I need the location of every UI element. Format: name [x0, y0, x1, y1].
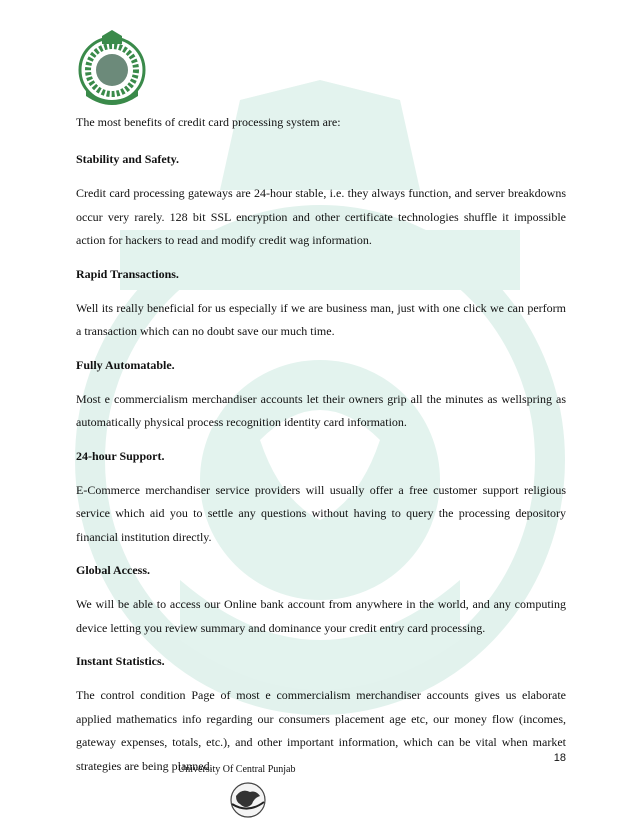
document-body: [76, 112, 566, 790]
section-text: The control condition Page of most e commercialism merchandiser accounts gives us elaborate applied mathematics info regarding our consumers placement age etc, our money flow (incomes, gateway expenses, totals, etc.), and other important information, which can be vital when market strategies are being planned.: [76, 688, 566, 773]
section-heading: Rapid Transactions.: [76, 266, 179, 281]
section-text: We will be able to access our Online bank account from anywhere in the world, and any computing device letting you review summary and dominance your credit entry card processing.: [76, 597, 566, 635]
section-global-access: [76, 561, 566, 640]
section-heading: Stability and Safety.: [76, 152, 180, 166]
section-support: [76, 447, 566, 550]
footer-text: University Of Central Punjab: [178, 764, 296, 775]
section-text: Well its really beneficial for us especially if we are business man, just with one click we can perform a transaction which can no doubt save our much time.: [76, 300, 566, 338]
section-text: E-Commerce merchandiser service providers will usually offer a free customer support religious service which aid you to settle any questions without having to query the processing depository financial institution directly.: [76, 482, 566, 544]
section-instant-statistics: [76, 652, 566, 778]
intro-text: The most benefits of credit card processing system are:: [76, 115, 341, 129]
section-rapid-transactions: [76, 265, 566, 344]
footer-globe-logo: [228, 780, 268, 820]
section-heading: Instant Statistics.: [76, 654, 165, 668]
university-logo: [72, 26, 152, 106]
section-heading: Global Access.: [76, 563, 150, 577]
section-stability: [76, 150, 566, 253]
section-text: Most e commercialism merchandiser accounts let their owners grip all the minutes as wellspring as automatically physical process recognition identity card information.: [76, 391, 566, 429]
section-fully-automatable: [76, 356, 566, 435]
section-heading: Fully Automatable.: [76, 357, 175, 372]
page-number: 18: [553, 752, 566, 764]
section-text: Credit card processing gateways are 24-hour stable, i.e. they always function, and server breakdowns occur very rarely. 128 bit SSL encryption and other certificate technologies shuffle it impossible action for hackers to read and modify credit wag information.: [76, 186, 566, 247]
section-heading: 24-hour Support.: [76, 448, 165, 463]
